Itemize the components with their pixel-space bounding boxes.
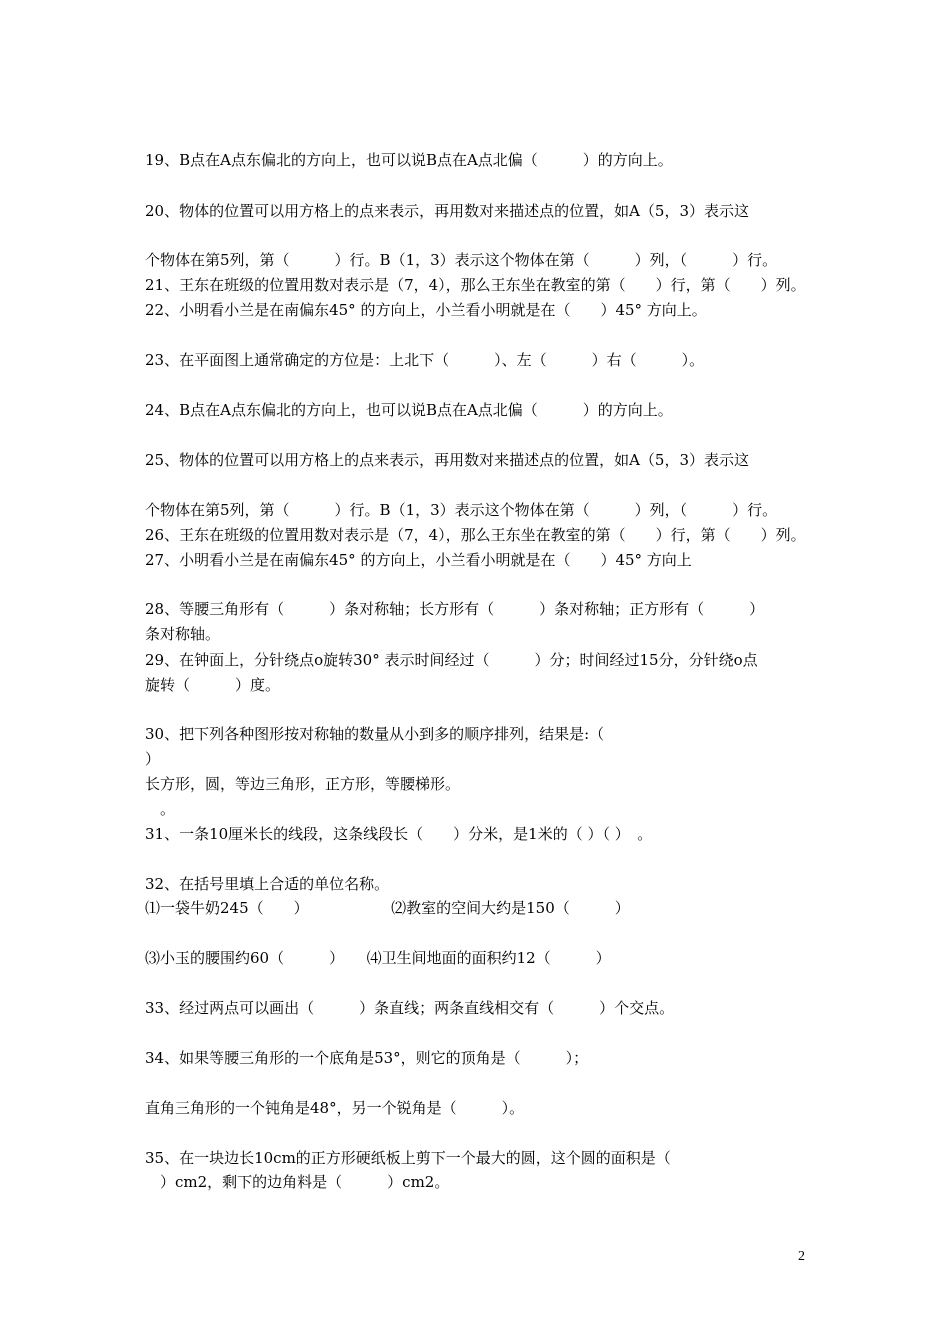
page-number: 2 — [798, 1249, 805, 1264]
q20-line-2: 个物体在第5列，第（ ）行。B（1，3）表示这个物体在第（ ）列，（ ）行。 — [145, 251, 778, 269]
q25-line-1: 25、物体的位置可以用方格上的点来表示，再用数对来描述点的位置，如A（5，3）表示这 — [145, 451, 750, 469]
q30-line-3: 长方形，圆，等边三角形，正方形，等腰梯形。 — [145, 775, 461, 793]
q33-line: 33、经过两点可以画出（ ）条直线；两条直线相交有（ ）个交点。 — [145, 999, 675, 1017]
q30-line-4: 。 — [145, 800, 176, 818]
q27-line: 27、小明看小兰是在南偏东45° 的方向上，小兰看小明就是在（ ）45° 方向上 — [145, 551, 692, 569]
q34-line-1: 34、如果等腰三角形的一个底角是53°，则它的顶角是（ ）； — [145, 1049, 589, 1067]
q23-line: 23、在平面图上通常确定的方位是：上北下（ ）、左（ ）右（ ）。 — [145, 351, 705, 369]
q35-line-1: 35、在一块边长10cm的正方形硬纸板上剪下一个最大的圆，这个圆的面积是（ — [145, 1149, 671, 1167]
q26-line: 26、王东在班级的位置用数对表示是（7，4），那么王东坐在教室的第（ ）行，第（ ）列。 — [145, 526, 806, 544]
q25-line-2: 个物体在第5列，第（ ）行。B（1，3）表示这个物体在第（ ）列，（ ）行。 — [145, 501, 778, 519]
q21-line: 21、王东在班级的位置用数对表示是（7，4），那么王东坐在教室的第（ ）行，第（ ）列。 — [145, 276, 806, 294]
q32-items-2: ⑶小玉的腰围约60（ ） ⑷卫生间地面的面积约12（ ） — [145, 949, 611, 967]
q20-line-1: 20、物体的位置可以用方格上的点来表示，再用数对来描述点的位置，如A（5，3）表示这 — [145, 202, 750, 220]
q30-line-2: ） — [145, 750, 161, 768]
q30-line-1: 30、把下列各种图形按对称轴的数量从小到多的顺序排列，结果是:（ — [145, 725, 605, 743]
q34-line-2: 直角三角形的一个钝角是48°，另一个锐角是（ ）。 — [145, 1099, 525, 1117]
q32-line: 32、在括号里填上合适的单位名称。 — [145, 875, 390, 893]
q31-line: 31、一条10厘米长的线段，这条线段长（ ）分米，是1米的（ ）（ ） 。 — [145, 825, 653, 843]
q29-line-2: 旋转（ ）度。 — [145, 676, 281, 694]
q19-line: 19、B点在A点东偏北的方向上，也可以说B点在A点北偏（ ）的方向上。 — [145, 151, 673, 169]
q28-line-2: 条对称轴。 — [145, 625, 221, 643]
q24-line: 24、B点在A点东偏北的方向上，也可以说B点在A点北偏（ ）的方向上。 — [145, 401, 673, 419]
q32-items-1: ⑴一袋牛奶245（ ） ⑵教室的空间大约是150（ ） — [145, 899, 630, 917]
q22-line: 22、小明看小兰是在南偏东45° 的方向上，小兰看小明就是在（ ）45° 方向上。 — [145, 301, 707, 319]
q28-line-1: 28、等腰三角形有（ ）条对称轴；长方形有（ ）条对称轴；正方形有（ ） — [145, 600, 765, 618]
q35-line-2: ）cm2，剩下的边角料是（ ）cm2。 — [145, 1173, 450, 1191]
q29-line-1: 29、在钟面上，分针绕点o旋转30° 表示时间经过（ ）分；时间经过15分，分针绕o点 — [145, 651, 758, 669]
